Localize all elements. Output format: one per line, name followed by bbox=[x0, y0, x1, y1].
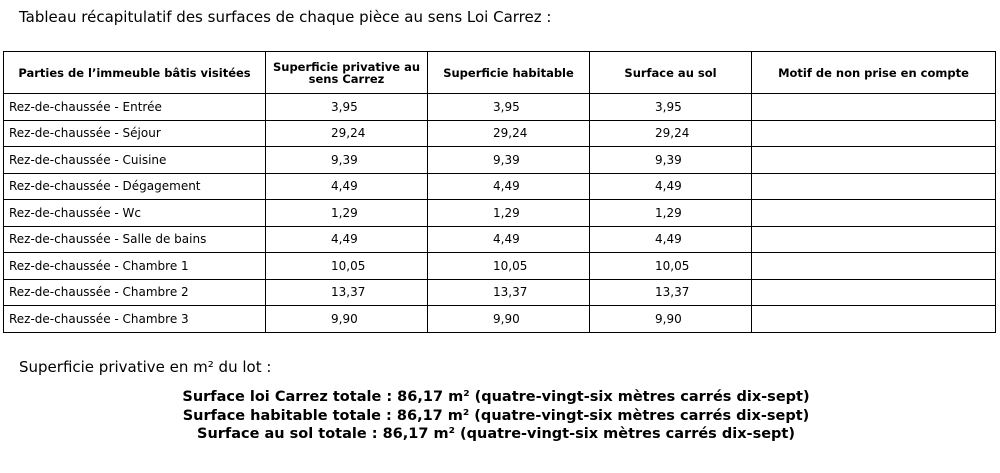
cell-motif bbox=[752, 147, 996, 174]
cell-motif bbox=[752, 253, 996, 280]
table-row bbox=[4, 306, 996, 333]
cell-sol: 1,29 bbox=[590, 200, 752, 227]
table-body bbox=[4, 94, 996, 333]
total-habitable: Surface habitable totale : 86,17 m² (quatre-vingt-six mètres carrés dix-sept) bbox=[182, 407, 810, 424]
total-carrez: Surface loi Carrez totale : 86,17 m² (quatre-vingt-six mètres carrés dix-sept) bbox=[182, 389, 810, 405]
cell-carrez: 9,39 bbox=[266, 147, 428, 174]
page-heading: Tableau récapitulatif des surfaces de chaque pièce au sens Loi Carrez : bbox=[19, 8, 552, 26]
cell-piece: Rez-de-chaussée - Chambre 3 bbox=[4, 306, 266, 333]
header-parties: Parties de l’immeuble bâtis visitées bbox=[4, 52, 266, 94]
cell-habitable: 10,05 bbox=[428, 253, 590, 280]
cell-habitable: 29,24 bbox=[428, 120, 590, 147]
header-motif: Motif de non prise en compte bbox=[752, 52, 996, 94]
cell-carrez: 9,90 bbox=[266, 306, 428, 333]
cell-piece: Rez-de-chaussée - Séjour bbox=[4, 120, 266, 147]
header-surface-sol: Surface au sol bbox=[590, 52, 752, 94]
cell-carrez: 1,29 bbox=[266, 200, 428, 227]
cell-habitable: 4,49 bbox=[428, 226, 590, 253]
table-row bbox=[4, 200, 996, 227]
cell-piece: Rez-de-chaussée - Entrée bbox=[4, 94, 266, 121]
cell-piece: Rez-de-chaussée - Salle de bains bbox=[4, 226, 266, 253]
cell-motif bbox=[752, 173, 996, 200]
cell-motif bbox=[752, 226, 996, 253]
cell-sol: 4,49 bbox=[590, 173, 752, 200]
cell-habitable: 1,29 bbox=[428, 200, 590, 227]
lot-subtitle: Superficie privative en m² du lot : bbox=[19, 358, 272, 376]
header-superficie-carrez: Superficie privative au sens Carrez bbox=[266, 52, 428, 94]
cell-piece: Rez-de-chaussée - Chambre 1 bbox=[4, 253, 266, 280]
cell-motif bbox=[752, 94, 996, 121]
cell-habitable: 9,39 bbox=[428, 147, 590, 174]
table-header-row bbox=[4, 52, 996, 94]
cell-sol: 4,49 bbox=[590, 226, 752, 253]
cell-motif bbox=[752, 200, 996, 227]
cell-habitable: 4,49 bbox=[428, 173, 590, 200]
table-row bbox=[4, 94, 996, 121]
totals-block bbox=[0, 388, 992, 444]
cell-carrez: 3,95 bbox=[266, 94, 428, 121]
cell-carrez: 10,05 bbox=[266, 253, 428, 280]
cell-motif bbox=[752, 306, 996, 333]
table-row bbox=[4, 147, 996, 174]
cell-carrez: 13,37 bbox=[266, 279, 428, 306]
cell-carrez: 4,49 bbox=[266, 226, 428, 253]
table-row bbox=[4, 173, 996, 200]
cell-carrez: 4,49 bbox=[266, 173, 428, 200]
cell-motif bbox=[752, 279, 996, 306]
cell-sol: 3,95 bbox=[590, 94, 752, 121]
cell-motif bbox=[752, 120, 996, 147]
header-superficie-habitable: Superficie habitable bbox=[428, 52, 590, 94]
cell-piece: Rez-de-chaussée - Wc bbox=[4, 200, 266, 227]
cell-piece: Rez-de-chaussée - Cuisine bbox=[4, 147, 266, 174]
table-row bbox=[4, 279, 996, 306]
surfaces-table bbox=[3, 51, 996, 333]
cell-sol: 10,05 bbox=[590, 253, 752, 280]
cell-piece: Rez-de-chaussée - Dégagement bbox=[4, 173, 266, 200]
cell-habitable: 13,37 bbox=[428, 279, 590, 306]
table-row bbox=[4, 120, 996, 147]
cell-piece: Rez-de-chaussée - Chambre 2 bbox=[4, 279, 266, 306]
cell-sol: 9,90 bbox=[590, 306, 752, 333]
table-row bbox=[4, 253, 996, 280]
cell-sol: 29,24 bbox=[590, 120, 752, 147]
table-row bbox=[4, 226, 996, 253]
cell-sol: 9,39 bbox=[590, 147, 752, 174]
cell-habitable: 3,95 bbox=[428, 94, 590, 121]
total-sol: Surface au sol totale : 86,17 m² (quatre-vingt-six mètres carrés dix-sept) bbox=[197, 426, 795, 442]
cell-carrez: 29,24 bbox=[266, 120, 428, 147]
cell-habitable: 9,90 bbox=[428, 306, 590, 333]
cell-sol: 13,37 bbox=[590, 279, 752, 306]
